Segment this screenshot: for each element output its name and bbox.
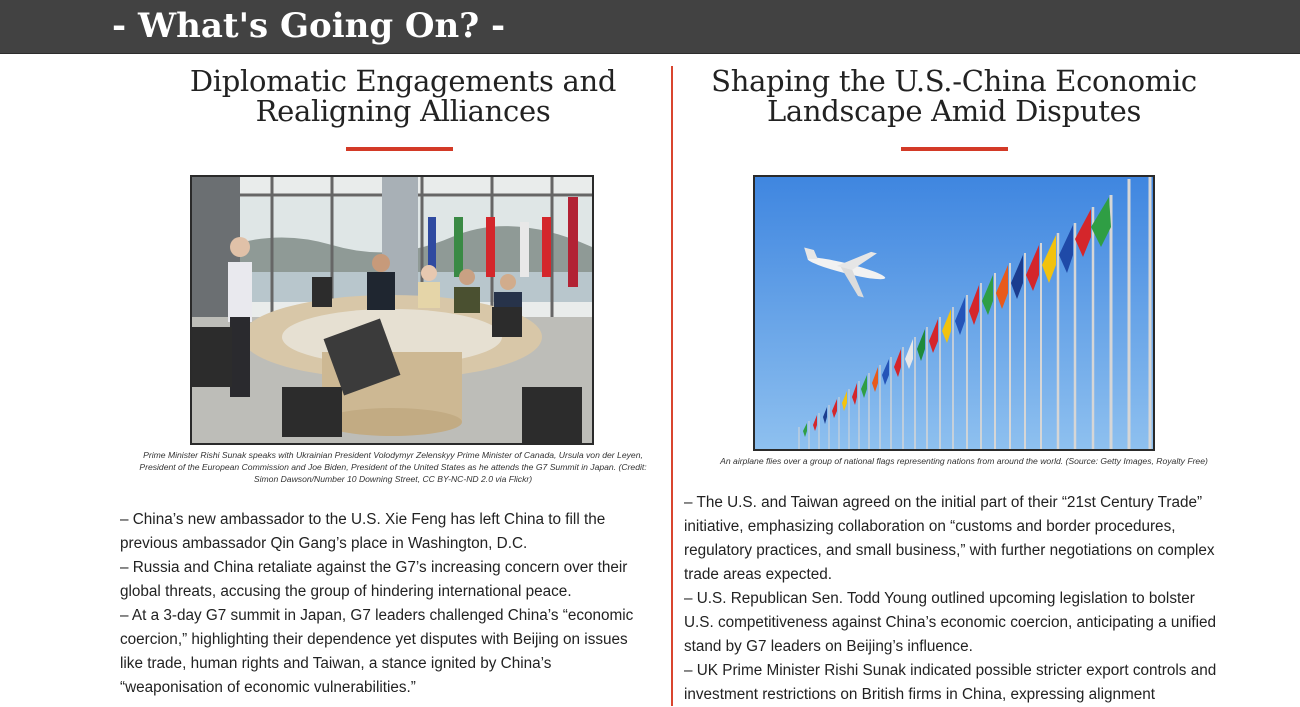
right-headline-rule [901,147,1008,151]
left-headline-rule [346,147,453,151]
site-header [0,0,1300,54]
page-title: - What's Going On? - [112,6,506,46]
list-item: – The U.S. and Taiwan agreed on the initial part of their “21st Century Trade” initiative, emphasizing collaboration on “customs and border procedures, regulatory practices, and small business,” with further negotiations on complex trade areas expected. [684,494,1215,583]
right-article-photo[interactable] [753,175,1155,451]
list-item: – U.S. Republican Sen. Todd Young outlined upcoming legislation to bolster U.S. competitiveness against China’s economic coercion, anticipating a unified stand by G7 leaders on Beijing’s influence. [684,590,1217,655]
right-article-headline: Shaping the U.S.-China Economic Landscape Amid Disputes [711,64,1197,128]
left-article-photo[interactable] [190,175,594,445]
flags-airplane-photo-illustration [755,177,1153,449]
list-item: – China’s new ambassador to the U.S. Xie Feng has left China to fill the previous ambassador Qin Gang’s place in Washington, D.C. [120,511,606,552]
left-article-headline: Diplomatic Engagements and Realigning Alliances [189,64,617,128]
list-item: – Russia and China retaliate against the G7’s increasing concern over their global threats, accusing the group of hindering international peace. [120,559,628,600]
right-article-bullets [684,491,1224,707]
list-item: – At a 3-day G7 summit in Japan, G7 leaders challenged China’s “economic coercion,” highlighting their dependence yet disputes with Beijing on issues like trade, human rights and Taiwan, a stance ignited by China’s “weaponisation of economic vulnerabilities.” [120,607,634,696]
right-article-caption: An airplane flies over a group of national flags representing nations from around the world. (Source: Getty Images, Royalty Free) [720,456,1208,466]
left-article-bullets [120,508,650,700]
list-item: – UK Prime Minister Rishi Sunak indicated possible stricter export controls and investment restrictions on British firms in China, expressing alignment [684,662,1217,703]
column-divider [671,66,673,706]
left-article [120,66,650,700]
g7-meeting-photo-illustration [192,177,592,443]
right-article [684,66,1224,707]
left-article-caption: Prime Minister Rishi Sunak speaks with Ukrainian President Volodymyr Zelenskyy Prime Minister of Canada, Ursula von der Leyen, President of the European Commission and Joe Biden, President of the United States as he attends the G7 Summit in Japan. (Credit: Simon Dawson/Number 10 Downing Street, CC BY-NC-ND 2.0 via Flickr) [139,450,647,484]
